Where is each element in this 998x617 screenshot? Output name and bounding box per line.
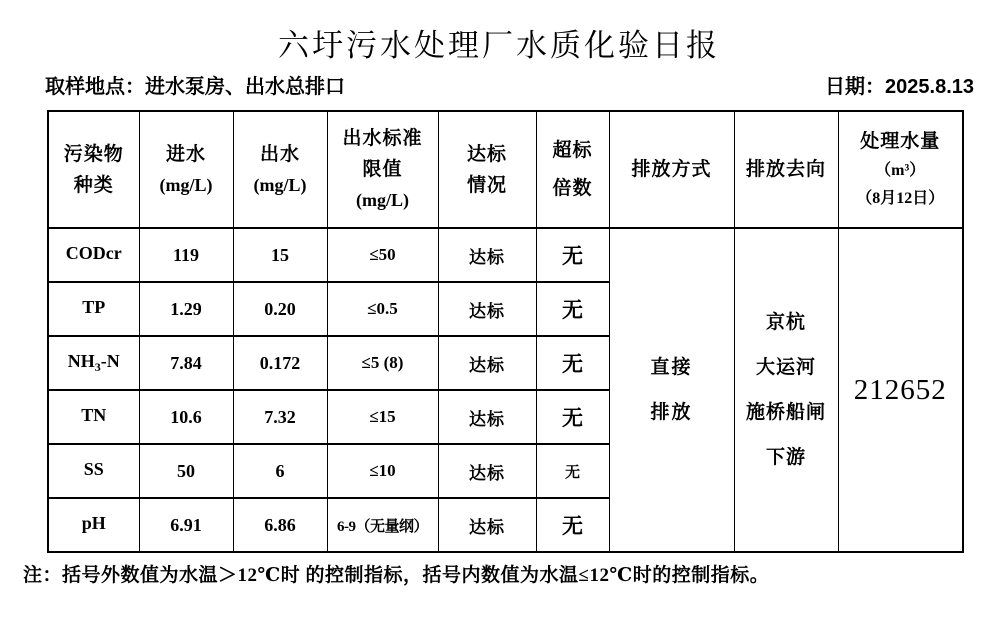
cell-limit: ≤50 [327,228,438,282]
cell-effluent: 15 [233,228,327,282]
col-header-discharge-destination [734,111,838,228]
discharge-method-line: 直接 [650,357,693,378]
cell-effluent: 0.20 [233,282,327,336]
cell-pollutant [48,228,139,282]
pollutant-main: TN [81,405,107,425]
pollutant-main: NH [67,351,95,371]
header-line: 倍数 [552,177,593,199]
cell-limit: ≤15 [327,390,438,444]
cell-effluent: 6 [233,444,327,498]
cell-exceed: 无 [536,390,609,444]
cell-exceed: 无 [536,228,609,282]
pollutant-main: TP [82,297,106,317]
discharge-destination-line: 施桥船闸 [745,402,826,423]
cell-status: 达标 [438,282,536,336]
header-line: （8月12日） [856,190,945,207]
cell-influent: 119 [139,228,233,282]
cell-exceed: 无 [536,282,609,336]
cell-pollutant [48,390,139,444]
pollutant-sub: 3 [94,360,101,374]
pollutant-main: SS [83,459,104,479]
col-header-status [438,111,536,228]
cell-pollutant [48,336,139,390]
header-line: 情况 [466,174,507,196]
report-date-value: 2025.8.13 [885,76,974,98]
cell-status: 达标 [438,336,536,390]
header-line: （m³） [875,162,926,179]
cell-pollutant [48,444,139,498]
header-line: 处理水量 [860,131,941,152]
header-line: 出水标准 [342,128,423,149]
meta-row [45,70,974,99]
header-line: 限值 [362,159,403,180]
header-line: 达标 [466,143,507,165]
cell-status: 达标 [438,444,536,498]
header-line: 出水 [259,143,300,165]
cell-discharge-method [609,228,734,552]
cell-effluent: 0.172 [233,336,327,390]
header-line: 污染物 [63,143,124,165]
col-header-pollutant [48,111,139,228]
header-line: 种类 [73,174,114,196]
pollutant-main: pH [81,513,106,533]
cell-status: 达标 [438,498,536,552]
discharge-destination-line: 下游 [765,447,806,468]
col-header-exceed [536,111,609,228]
cell-limit: ≤10 [327,444,438,498]
cell-limit: ≤0.5 [327,282,438,336]
header-line: (mg/L) [253,174,307,195]
footnote: 注：括号外数值为水温＞12℃时 的控制指标，括号内数值为水温≤12℃时的控制指标。 [23,565,770,586]
cell-status: 达标 [438,228,536,282]
cell-status: 达标 [438,390,536,444]
sampling-location: 取样地点：进水泵房、出水总排口 [45,76,345,98]
header-line: 排放去向 [745,159,826,180]
pollutant-main: CODcr [65,243,122,263]
page-title: 六圩污水处理厂水质化验日报 [278,28,720,63]
cell-pollutant [48,282,139,336]
col-header-effluent [233,111,327,228]
cell-influent: 50 [139,444,233,498]
cell-limit: 6-9（无量纲） [327,498,438,552]
discharge-method-line: 排放 [650,402,693,423]
discharge-destination-line: 京杭 [765,312,806,333]
cell-effluent: 6.86 [233,498,327,552]
cell-pollutant [48,498,139,552]
header-line: 超标 [552,139,593,161]
header-line: 排放方式 [631,159,712,180]
header-row [48,111,963,228]
report-date [825,70,974,99]
pollutant-rest: -N [100,351,120,371]
discharge-destination-line: 大运河 [755,357,816,378]
cell-exceed: 无 [536,498,609,552]
cell-exceed: 无 [536,336,609,390]
cell-influent: 6.91 [139,498,233,552]
col-header-discharge-method [609,111,734,228]
cell-influent: 7.84 [139,336,233,390]
col-header-influent [139,111,233,228]
header-line: 进水 [165,143,206,165]
col-header-treated-volume [838,111,963,228]
cell-exceed: 无 [536,444,609,498]
col-header-limit [327,111,438,228]
table-row [48,228,963,282]
cell-limit: ≤5 (8) [327,336,438,390]
cell-treated-volume: 212652 [838,228,963,552]
cell-effluent: 7.32 [233,390,327,444]
cell-influent: 10.6 [139,390,233,444]
cell-discharge-destination [734,228,838,552]
header-line: (mg/L) [356,190,409,210]
cell-influent: 1.29 [139,282,233,336]
water-quality-table [47,110,964,553]
report-date-label: 日期： [825,76,886,98]
header-line: (mg/L) [159,174,213,195]
